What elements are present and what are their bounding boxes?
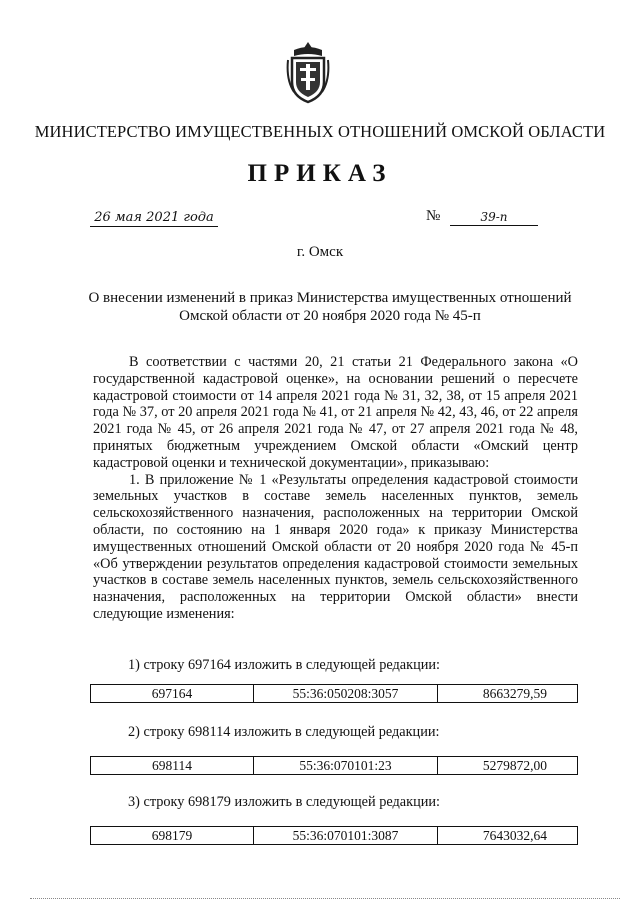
order-number: 39-п — [450, 210, 538, 226]
coat-of-arms-emblem — [286, 40, 330, 106]
order-subject: О внесении изменений в приказ Министерства имущественных отношений Омской области от 20 ноября 2020 года № 45-п — [88, 290, 572, 324]
row-number-cell: 697164 — [91, 685, 254, 703]
value-cell: 8663279,59 — [438, 685, 578, 703]
change-instruction-3: 3) строку 698179 изложить в следующей редакции: — [128, 794, 441, 810]
change-instruction-2: 2) строку 698114 изложить в следующей редакции: — [128, 724, 440, 740]
document-title: ПРИКАЗ — [247, 160, 393, 187]
city-label: г. Омск — [296, 244, 344, 260]
row-number-cell: 698114 — [91, 757, 254, 775]
value-cell: 7643032,64 — [438, 827, 578, 845]
table-row — [91, 685, 578, 703]
preamble-paragraph: В соответствии с частями 20, 21 статьи 21 Федерального закона «О государственной кадастровой оценке», на основании решений о пересчете кадастровой стоимости от 14 апреля 2021 года № 31, 32, 38, от 15 апреля 2021 года № 37, от 20 апреля 2021 года № 41, от 21 апреля № 42, 43, 46, от 22 апреля 2021 года № 45, от 26 апреля 2021 года № 47, от 27 апреля 2021 года № 48, принятых бюджетным учреждением Омской области «Омский центр кадастровой оценки и технической документации», приказываю: — [93, 354, 578, 471]
change-instruction-1: 1) строку 697164 изложить в следующей редакции: — [128, 657, 441, 673]
order-body — [93, 354, 578, 623]
ministry-name: МИНИСТЕРСТВО ИМУЩЕСТВЕННЫХ ОТНОШЕНИЙ ОМСКОЙ ОБЛАСТИ — [34, 122, 606, 141]
cadastral-number-cell: 55:36:070101:3087 — [254, 827, 438, 845]
row-number-cell: 698179 — [91, 827, 254, 845]
cadastral-number-cell: 55:36:070101:23 — [254, 757, 438, 775]
change-table-1 — [90, 684, 578, 703]
table-row — [91, 757, 578, 775]
value-cell: 5279872,00 — [438, 757, 578, 775]
page-bottom-divider — [30, 898, 620, 899]
cadastral-number-cell: 55:36:050208:3057 — [254, 685, 438, 703]
change-table-2 — [90, 756, 578, 775]
order-date: 26 мая 2021 года — [90, 210, 218, 227]
change-table-3 — [90, 826, 578, 845]
item-1-paragraph: 1. В приложение № 1 «Результаты определения кадастровой стоимости земельных участков в составе земель населенных пунктов, земель сельскохозяйственного назначения, расположенных на территории Омской области, по состоянию на 1 января 2020 года» к приказу Министерства имущественных отношений Омской области от 20 ноября 2020 года № 45-п «Об утверждении результатов определения кадастровой стоимости земельных участков в составе земель населенных пунктов, земель сельскохозяйственного назначения, расположенных на территории Омской области» внести следующие изменения: — [93, 471, 578, 622]
number-sign: № — [426, 208, 441, 224]
table-row — [91, 827, 578, 845]
